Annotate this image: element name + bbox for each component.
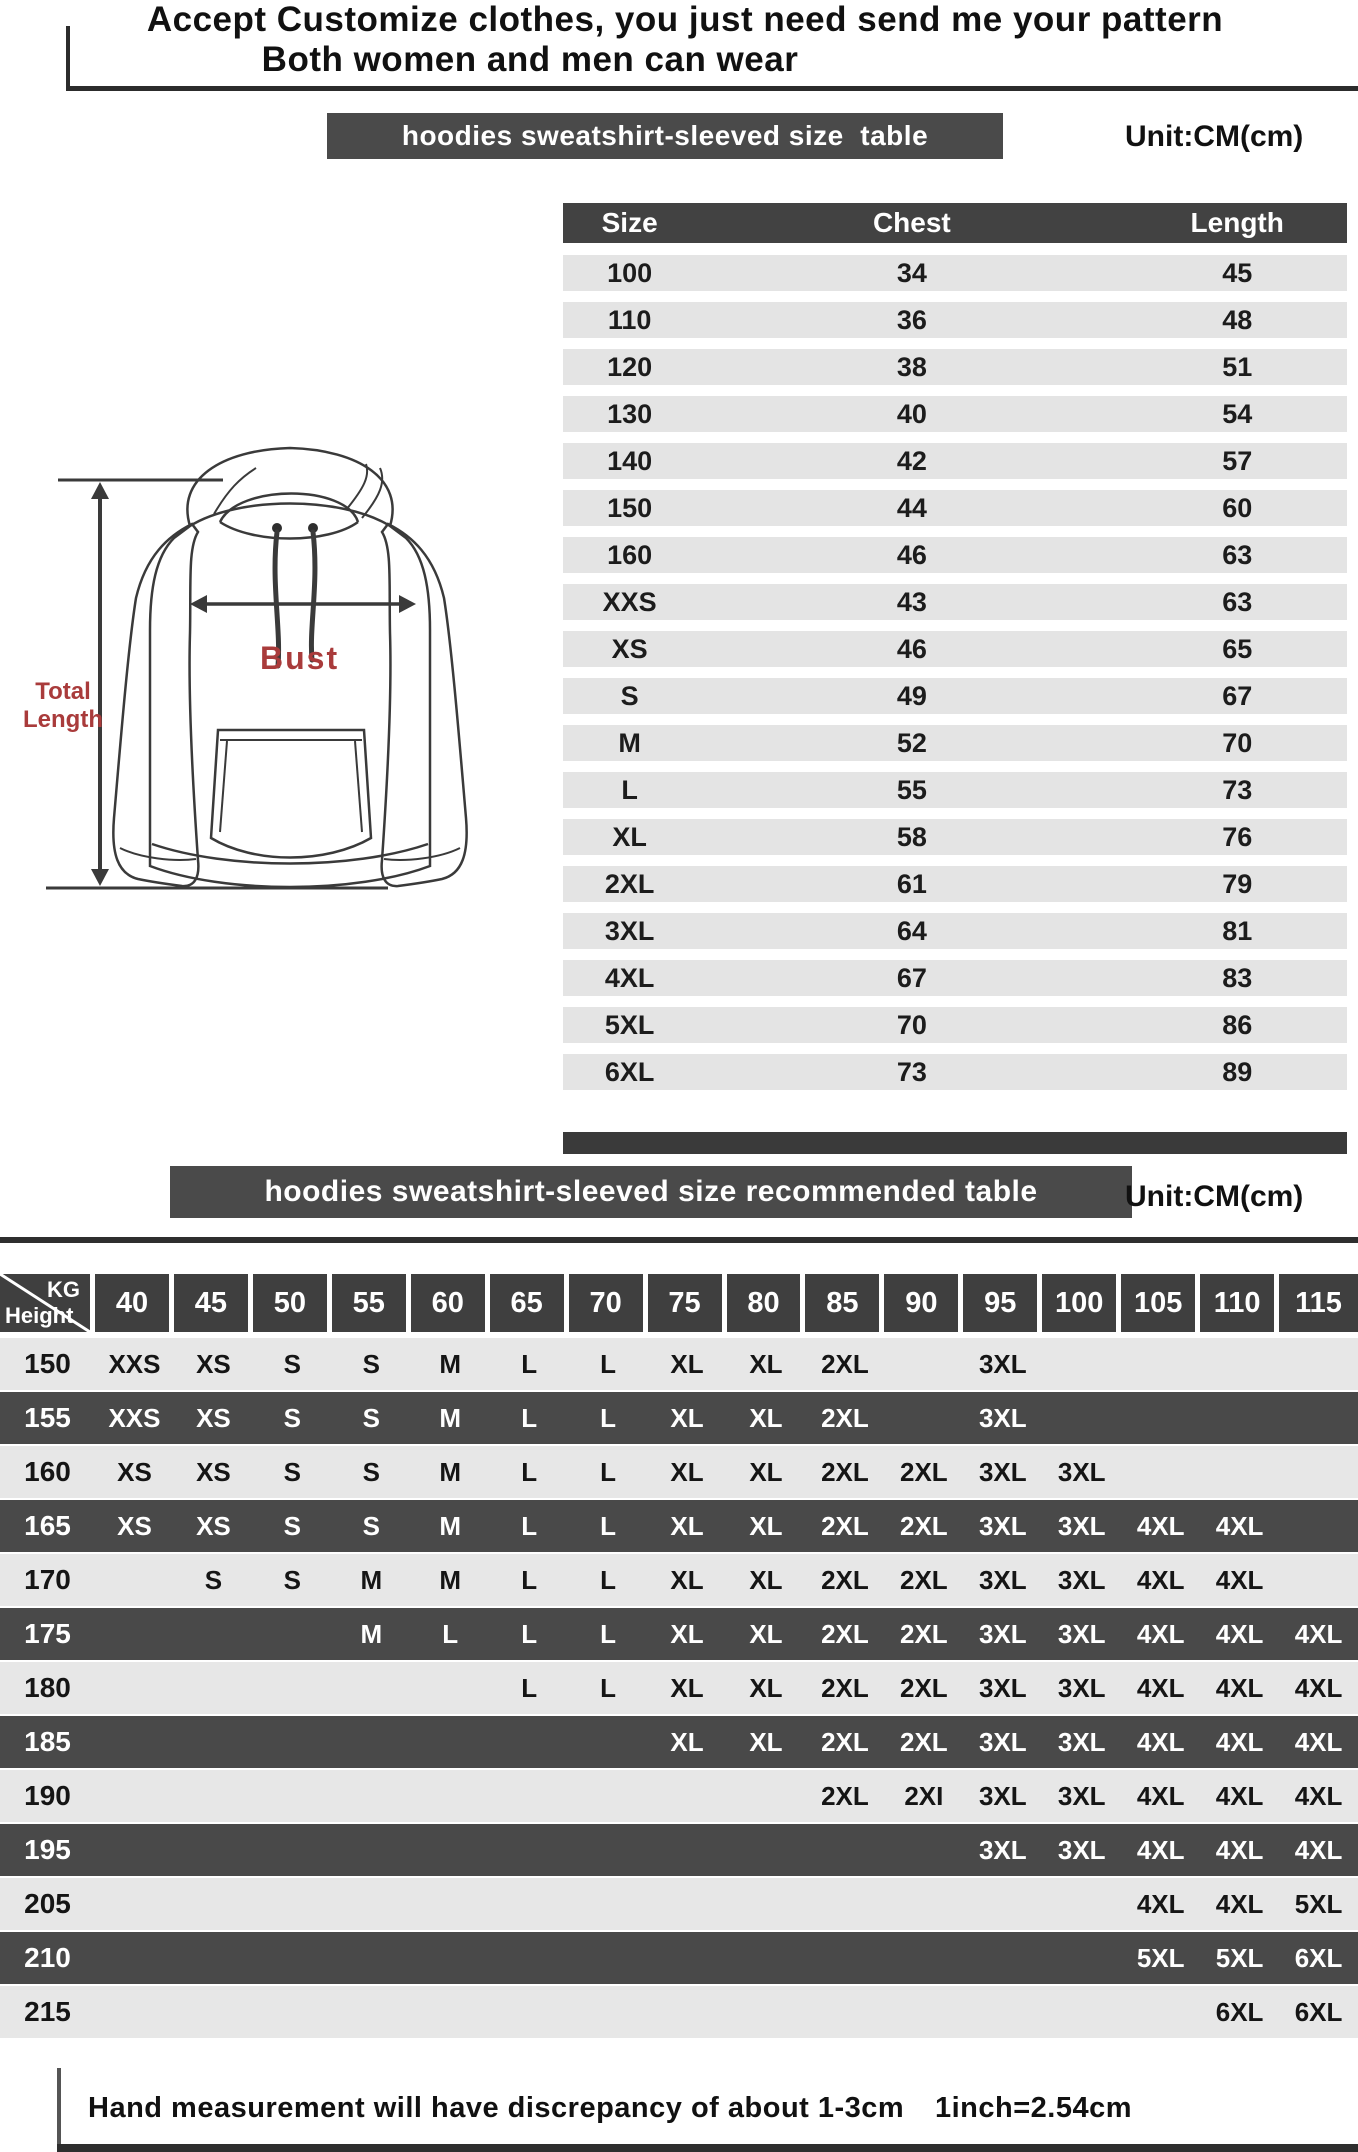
recommend-size-cell: 4XL xyxy=(1136,1726,1185,1757)
weight-header-cell: 55 xyxy=(332,1274,411,1332)
size-table-cell: XL xyxy=(612,821,647,852)
size-table-cell: 6XL xyxy=(604,1056,655,1087)
size-table-row xyxy=(563,1007,1347,1043)
recommend-size-cell: 3XL xyxy=(978,1672,1027,1703)
recommend-table-header-row xyxy=(0,1274,1358,1332)
size-table-row xyxy=(563,396,1347,432)
recommend-size-cell: XS xyxy=(196,1456,231,1487)
recommend-size-cell: 3XL xyxy=(978,1456,1027,1487)
size-table-cell: XXS xyxy=(602,586,657,617)
recommend-table-row xyxy=(0,1932,1358,1984)
size-table-row xyxy=(563,1054,1347,1090)
size-table-cell: 61 xyxy=(896,868,927,899)
total-length-label: Total Length xyxy=(23,678,103,734)
recommend-size-cell: 2XL xyxy=(821,1456,869,1487)
recommend-size-cell: 6XL xyxy=(1294,1996,1343,2027)
size-table-cell: 51 xyxy=(1222,351,1253,382)
recommend-size-cell: XL xyxy=(670,1348,704,1379)
size-table-cell: 46 xyxy=(896,539,927,570)
weight-header-cell: 100 xyxy=(1042,1274,1121,1332)
recommend-size-cell: XS xyxy=(196,1510,231,1541)
recommend-size-cell: 4XL xyxy=(1136,1780,1185,1811)
recommend-size-cell: 6XL xyxy=(1215,1996,1264,2027)
size-table-row xyxy=(563,443,1347,479)
recommend-table-row xyxy=(0,1878,1358,1930)
height-value-cell: 190 xyxy=(24,1780,71,1811)
recommend-table-row xyxy=(0,1392,1358,1444)
recommend-size-cell: L xyxy=(521,1402,538,1433)
recommend-size-cell: XL xyxy=(749,1402,783,1433)
recommend-size-cell: 3XL xyxy=(978,1618,1027,1649)
recommend-size-cell: 4XL xyxy=(1294,1618,1343,1649)
recommend-size-cell: 5XL xyxy=(1136,1942,1185,1973)
recommend-size-cell: XS xyxy=(196,1402,231,1433)
recommend-size-cell: 4XL xyxy=(1294,1672,1343,1703)
height-value-cell: 210 xyxy=(24,1942,71,1973)
recommend-size-cell: XL xyxy=(670,1564,704,1595)
recommend-size-cell: 2XL xyxy=(900,1510,948,1541)
heading-frame-vertical-line xyxy=(66,26,70,88)
size-table-row xyxy=(563,913,1347,949)
size-table-cell: 67 xyxy=(896,962,927,993)
size-table-cell: 63 xyxy=(1222,586,1253,617)
recommend-size-cell: 4XL xyxy=(1294,1726,1343,1757)
recommend-size-cell: M xyxy=(439,1402,462,1433)
footer-vertical-line xyxy=(57,2068,61,2146)
recommend-table-row xyxy=(0,1716,1358,1768)
recommend-size-cell: L xyxy=(600,1510,617,1541)
recommend-size-cell: L xyxy=(442,1618,459,1649)
recommend-size-cell: S xyxy=(362,1348,380,1379)
size-table-cell: 34 xyxy=(896,257,927,288)
size-table-cell: 110 xyxy=(607,304,652,335)
recommend-size-cell: 3XL xyxy=(978,1834,1027,1865)
recommend-size-cell: 3XL xyxy=(978,1510,1027,1541)
matrix-top-line xyxy=(0,1237,1358,1243)
size-table-cell: 5XL xyxy=(604,1009,655,1040)
measurement-note: Hand measurement will have discrepancy of about 1-3cm xyxy=(88,2092,905,2124)
recommend-size-cell: 3XL xyxy=(1057,1618,1106,1649)
size-table-cell: 52 xyxy=(896,727,927,758)
height-value-cell: 155 xyxy=(24,1402,71,1433)
recommend-size-cell: 2XL xyxy=(821,1348,869,1379)
recommend-size-cell: 4XL xyxy=(1215,1564,1264,1595)
unit-label-bottom: Unit:CM(cm) xyxy=(1125,1180,1304,1213)
recommend-size-cell: XXS xyxy=(108,1348,161,1379)
recommend-size-cell: 2XL xyxy=(821,1402,869,1433)
size-table-cell: 54 xyxy=(1222,398,1253,429)
recommend-size-cell: 4XL xyxy=(1136,1834,1185,1865)
height-value-cell: 160 xyxy=(24,1456,71,1487)
recommend-size-cell: XL xyxy=(670,1510,704,1541)
recommend-table-row xyxy=(0,1824,1358,1876)
recommend-size-cell: 5XL xyxy=(1294,1888,1343,1919)
recommend-table-row xyxy=(0,1986,1358,2038)
size-table-cell: 67 xyxy=(1222,680,1253,711)
size-table-cell: L xyxy=(621,774,638,805)
recommend-size-cell: 2XL xyxy=(821,1780,869,1811)
size-table-cell: 55 xyxy=(896,774,927,805)
weight-header-cell: 70 xyxy=(569,1274,648,1332)
recommend-table-row xyxy=(0,1500,1358,1552)
size-table-cell: 86 xyxy=(1222,1009,1253,1040)
recommend-size-cell: 3XL xyxy=(1057,1780,1106,1811)
size-table-cell: 150 xyxy=(607,492,653,523)
recommend-size-cell: 3XL xyxy=(1057,1672,1106,1703)
weight-header-cell: 110 xyxy=(1200,1274,1279,1332)
size-table-cell: 140 xyxy=(607,445,653,476)
recommend-size-cell: M xyxy=(360,1618,383,1649)
size-table-header-cell: Size xyxy=(601,207,658,238)
size-table-cell: 83 xyxy=(1222,962,1253,993)
recommend-table-banner: hoodies sweatshirt-sleeved size recommended table xyxy=(170,1166,1132,1218)
recommend-size-cell: L xyxy=(600,1618,617,1649)
size-table-cell: 4XL xyxy=(604,962,655,993)
recommend-size-cell: XL xyxy=(749,1672,783,1703)
size-table-cell: 70 xyxy=(1222,727,1253,758)
height-value-cell: 165 xyxy=(24,1510,71,1541)
recommend-size-cell: S xyxy=(362,1510,380,1541)
size-table-cell: 79 xyxy=(1222,868,1253,899)
size-table-cell: 3XL xyxy=(604,915,655,946)
recommend-size-cell: 4XL xyxy=(1136,1888,1185,1919)
weight-header-cell: 90 xyxy=(884,1274,963,1332)
size-table-row xyxy=(563,725,1347,761)
kg-label: KG xyxy=(47,1277,80,1302)
recommend-size-cell: XS xyxy=(196,1348,231,1379)
size-table-header-cell: Chest xyxy=(872,207,951,238)
weight-header-cell: 60 xyxy=(411,1274,490,1332)
size-table-row xyxy=(563,678,1347,714)
size-table-row xyxy=(563,584,1347,620)
size-table-cell: 57 xyxy=(1222,445,1253,476)
recommend-size-cell: 4XL xyxy=(1215,1618,1264,1649)
recommend-size-cell: 3XL xyxy=(1057,1726,1106,1757)
recommend-size-cell: 4XL xyxy=(1215,1510,1264,1541)
recommend-size-cell: XL xyxy=(749,1456,783,1487)
weight-header-cell: 40 xyxy=(95,1274,174,1332)
recommend-size-cell: M xyxy=(439,1456,462,1487)
recommend-size-cell: S xyxy=(283,1402,302,1433)
weight-header-cell: 115 xyxy=(1279,1274,1358,1332)
size-table-cell: 58 xyxy=(896,821,927,852)
recommend-size-cell: L xyxy=(521,1510,538,1541)
recommend-size-cell: XL xyxy=(670,1672,704,1703)
recommend-size-cell: 4XL xyxy=(1136,1672,1185,1703)
recommend-table-row xyxy=(0,1338,1358,1390)
recommend-size-cell: 2XL xyxy=(900,1456,948,1487)
size-table-cell: 73 xyxy=(896,1056,927,1087)
size-table-row xyxy=(563,631,1347,667)
recommend-size-cell: L xyxy=(600,1348,617,1379)
size-table-cell: 45 xyxy=(1222,257,1253,288)
recommend-table-body xyxy=(0,1338,1358,2040)
weight-header-cell: 80 xyxy=(727,1274,806,1332)
size-table-row xyxy=(563,302,1347,338)
recommend-size-cell: L xyxy=(521,1564,538,1595)
weight-header-cell: 105 xyxy=(1121,1274,1200,1332)
recommend-size-cell: L xyxy=(521,1672,538,1703)
size-table-cell: 65 xyxy=(1222,633,1253,664)
heading-line1: Accept Customize clothes, you just need send me your pattern xyxy=(146,0,1224,39)
recommend-size-cell: S xyxy=(362,1402,380,1433)
recommend-size-cell: 4XL xyxy=(1136,1510,1185,1541)
recommend-size-cell: M xyxy=(439,1510,462,1541)
size-table-cell: 46 xyxy=(896,633,927,664)
size-table-row xyxy=(563,960,1347,996)
recommend-size-cell: XL xyxy=(749,1564,783,1595)
recommend-size-cell: S xyxy=(204,1564,223,1595)
size-table-cell: 81 xyxy=(1222,915,1253,946)
size-table-cell: 130 xyxy=(607,398,653,429)
recommend-size-cell: L xyxy=(600,1402,617,1433)
recommend-size-cell: 3XL xyxy=(1057,1564,1106,1595)
recommend-size-cell: 3XL xyxy=(978,1726,1027,1757)
size-table-cell: 120 xyxy=(607,351,653,382)
recommend-size-cell: XL xyxy=(670,1618,704,1649)
recommend-size-cell: L xyxy=(600,1456,617,1487)
recommend-size-cell: XL xyxy=(749,1510,783,1541)
recommend-size-cell: 2XI xyxy=(904,1780,944,1811)
recommend-size-cell: 3XL xyxy=(1057,1510,1106,1541)
weight-header-cell: 75 xyxy=(648,1274,727,1332)
size-table-row xyxy=(563,255,1347,291)
size-table-bottom-bar xyxy=(563,1132,1347,1154)
size-table-cell: 48 xyxy=(1222,304,1253,335)
recommend-size-cell: 2XL xyxy=(821,1618,869,1649)
size-table-row xyxy=(563,819,1347,855)
recommend-size-cell: XL xyxy=(670,1402,704,1433)
recommend-size-cell: 6XL xyxy=(1294,1942,1343,1973)
size-table-cell: 73 xyxy=(1222,774,1253,805)
size-table-cell: XS xyxy=(611,633,648,664)
recommend-size-cell: L xyxy=(521,1348,538,1379)
recommend-size-cell: M xyxy=(439,1564,462,1595)
recommend-size-cell: 4XL xyxy=(1294,1834,1343,1865)
recommend-size-cell: XS xyxy=(117,1456,152,1487)
unit-label-top: Unit:CM(cm) xyxy=(1125,120,1304,153)
size-table-cell: 36 xyxy=(896,304,927,335)
size-table-banner: hoodies sweatshirt-sleeved size table xyxy=(327,113,1003,159)
recommend-size-cell: XL xyxy=(749,1726,783,1757)
recommend-size-cell: XL xyxy=(749,1348,783,1379)
recommend-size-cell: 5XL xyxy=(1215,1942,1264,1973)
recommend-size-cell: XS xyxy=(117,1510,152,1541)
recommend-size-cell: S xyxy=(283,1348,302,1379)
size-table-cell: 89 xyxy=(1222,1056,1253,1087)
size-table-row xyxy=(563,866,1347,902)
size-table-body xyxy=(563,255,1347,1090)
recommend-size-cell: 4XL xyxy=(1215,1888,1264,1919)
recommend-table-row xyxy=(0,1554,1358,1606)
recommend-size-cell: 4XL xyxy=(1215,1780,1264,1811)
recommend-size-cell: S xyxy=(283,1456,302,1487)
bust-label: Bust xyxy=(260,640,340,676)
size-table-row xyxy=(563,349,1347,385)
weight-header-cell: 65 xyxy=(490,1274,569,1332)
recommend-size-cell: S xyxy=(283,1564,302,1595)
heading-line2: Both women and men can wear xyxy=(261,40,799,79)
size-table-cell: 70 xyxy=(896,1009,927,1040)
recommend-size-cell: 3XL xyxy=(978,1348,1027,1379)
weight-header-cell: 85 xyxy=(805,1274,884,1332)
recommend-size-cell: S xyxy=(283,1510,302,1541)
recommend-table-row xyxy=(0,1770,1358,1822)
recommend-size-cell: M xyxy=(360,1564,383,1595)
recommend-size-cell: L xyxy=(600,1672,617,1703)
size-table-cell: S xyxy=(620,680,639,711)
recommend-size-cell: 3XL xyxy=(978,1780,1027,1811)
recommend-size-cell: 2XL xyxy=(900,1726,948,1757)
height-label: Height xyxy=(5,1303,74,1328)
recommend-size-cell: 4XL xyxy=(1215,1726,1264,1757)
inch-conversion-note: 1inch=2.54cm xyxy=(935,2092,1133,2124)
heading-frame-horizontal-line xyxy=(66,86,1358,91)
size-table-cell: 76 xyxy=(1222,821,1253,852)
weight-header-cell: 50 xyxy=(253,1274,332,1332)
recommend-size-cell: 2XL xyxy=(900,1564,948,1595)
recommend-size-cell: 4XL xyxy=(1294,1780,1343,1811)
recommend-size-cell: 3XL xyxy=(978,1564,1027,1595)
size-table xyxy=(563,203,1347,1101)
recommend-size-cell: 2XL xyxy=(821,1510,869,1541)
recommend-size-cell: 4XL xyxy=(1136,1618,1185,1649)
recommend-size-cell: 2XL xyxy=(821,1726,869,1757)
size-table-cell: M xyxy=(618,727,641,758)
size-table-header-cell: Length xyxy=(1190,207,1284,238)
size-table-cell: 44 xyxy=(896,492,927,523)
recommend-size-cell: L xyxy=(521,1456,538,1487)
size-table-cell: 40 xyxy=(896,398,927,429)
height-value-cell: 195 xyxy=(24,1834,71,1865)
recommend-size-cell: XXS xyxy=(108,1402,161,1433)
recommend-size-cell: 3XL xyxy=(978,1402,1027,1433)
height-value-cell: 205 xyxy=(24,1888,71,1919)
height-value-cell: 185 xyxy=(24,1726,71,1757)
recommend-size-cell: 4XL xyxy=(1136,1564,1185,1595)
recommend-size-cell: 2XL xyxy=(821,1672,869,1703)
footer-bottom-bar xyxy=(57,2144,1358,2152)
size-table-cell: 160 xyxy=(607,539,653,570)
size-table-cell: 60 xyxy=(1222,492,1253,523)
recommend-table-row xyxy=(0,1662,1358,1714)
size-table-cell: 63 xyxy=(1222,539,1253,570)
height-value-cell: 215 xyxy=(24,1996,71,2027)
recommend-size-cell: XL xyxy=(670,1726,704,1757)
recommend-size-cell: M xyxy=(439,1348,462,1379)
kg-height-corner-cell xyxy=(0,1274,95,1332)
recommend-size-cell: L xyxy=(600,1564,617,1595)
recommend-table-row xyxy=(0,1446,1358,1498)
recommend-size-cell: S xyxy=(362,1456,380,1487)
recommend-size-cell: L xyxy=(521,1618,538,1649)
recommend-size-cell: 3XL xyxy=(1057,1834,1106,1865)
size-table-header-row xyxy=(563,203,1347,243)
height-value-cell: 180 xyxy=(24,1672,71,1703)
size-table-row xyxy=(563,490,1347,526)
recommend-size-cell: XL xyxy=(749,1618,783,1649)
size-table-cell: 64 xyxy=(896,915,927,946)
size-table-cell: 38 xyxy=(896,351,927,382)
height-value-cell: 175 xyxy=(24,1618,71,1649)
weight-header-cell: 95 xyxy=(963,1274,1042,1332)
weight-header-cell: 45 xyxy=(174,1274,253,1332)
size-table-row xyxy=(563,537,1347,573)
recommend-size-cell: 4XL xyxy=(1215,1834,1264,1865)
recommend-size-cell: 4XL xyxy=(1215,1672,1264,1703)
size-table-cell: 100 xyxy=(607,257,653,288)
recommend-table-row xyxy=(0,1608,1358,1660)
recommend-size-cell: XL xyxy=(670,1456,704,1487)
size-table-cell: 2XL xyxy=(604,868,655,899)
recommend-size-cell: 2XL xyxy=(821,1564,869,1595)
recommend-size-cell: 3XL xyxy=(1057,1456,1106,1487)
recommend-size-cell: 2XL xyxy=(900,1618,948,1649)
height-value-cell: 150 xyxy=(24,1348,71,1379)
height-value-cell: 170 xyxy=(24,1564,71,1595)
size-table-cell: 49 xyxy=(896,680,927,711)
size-table-cell: 42 xyxy=(896,445,927,476)
size-table-row xyxy=(563,772,1347,808)
size-table-cell: 43 xyxy=(896,586,927,617)
recommend-size-cell: 2XL xyxy=(900,1672,948,1703)
